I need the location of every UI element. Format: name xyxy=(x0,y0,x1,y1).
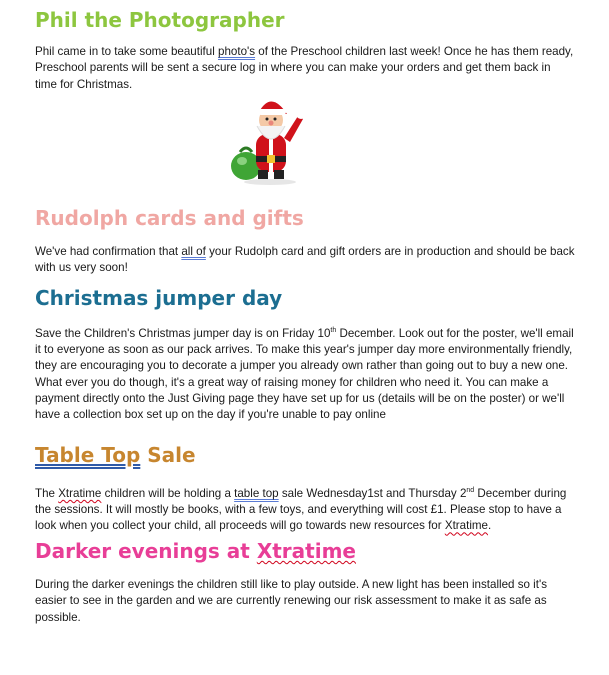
evenings-heading-flagged: Xtratime xyxy=(256,539,356,563)
phil-body-text-2: of the Preschool children last week! Once he has them ready, Preschool parents will be sent a secure log in where you can make your orders and get them back in time for Christmas. xyxy=(35,45,574,91)
table-top-body-text-2: children will be holding a xyxy=(101,486,235,500)
phil-body xyxy=(35,44,575,93)
table-top-body-superscript: nd xyxy=(466,487,475,494)
rudolph-body xyxy=(35,244,575,277)
evenings-heading-text: Darker evenings at xyxy=(35,539,257,563)
rudolph-heading: Rudolph cards and gifts xyxy=(35,206,304,230)
jumper-body-text-1: Save the Children's Christmas jumper day is on Friday 10 xyxy=(35,326,331,340)
table-top-heading-text: Sale xyxy=(140,443,196,467)
table-top-body-text-1: The xyxy=(35,486,59,500)
phil-body-text-1: Phil came in to take some beautiful xyxy=(35,45,219,58)
table-top-body-flag-2: table top xyxy=(234,486,279,500)
rudolph-body-flagged: all of xyxy=(181,245,206,258)
table-top-body-text-3: sale Wednesday1st and Thursday 2 xyxy=(278,486,467,500)
rudolph-body-text-1: We've had confirmation that xyxy=(35,245,182,258)
evenings-heading xyxy=(35,539,356,563)
santa-claus-icon xyxy=(226,96,310,188)
table-top-body xyxy=(35,483,575,535)
table-top-heading-flagged: Table Top xyxy=(35,443,141,467)
table-top-heading xyxy=(35,443,196,467)
jumper-body xyxy=(35,323,575,424)
phil-heading: Phil the Photographer xyxy=(35,8,285,32)
table-top-body-flag-3: Xtratime xyxy=(444,519,489,533)
table-top-body-text-5: . xyxy=(488,519,492,533)
table-top-body-flag-1: Xtratime xyxy=(58,486,102,500)
jumper-body-text-2: December. Look out for the poster, we'll email it to everyone as soon as our pack arrives. To make this year's jumper day more environmentally friendly, they are encouraging you to decorate a jumper you already own rather than going out to buy a new one. What ever you do though, it's a great way of raising money for children who need it. You can make a payment directly onto the Just Giving page they have set up for us (details will be on the poster) or we'll have a collection box set up on the day if you're unable to pay online xyxy=(35,326,574,422)
phil-body-flagged: photo's xyxy=(218,45,256,58)
jumper-body-superscript: th xyxy=(330,327,337,334)
jumper-heading: Christmas jumper day xyxy=(35,286,283,310)
evenings-body: During the darker evenings the children still like to play outside. A new light has been installed so it's easier to see in the garden and we are currently renewing our risk assessment to make it as safe as possible. xyxy=(35,578,547,624)
table-top-body-text-4: December during the sessions. It will mostly be books, with a few toys, and everything will cost £1. Please stop to have a look when you collect your child, all proceeds will go towards new resources for xyxy=(35,486,567,533)
rudolph-body-text-2: your Rudolph card and gift orders are in production and should be back with us very soon! xyxy=(35,245,575,275)
